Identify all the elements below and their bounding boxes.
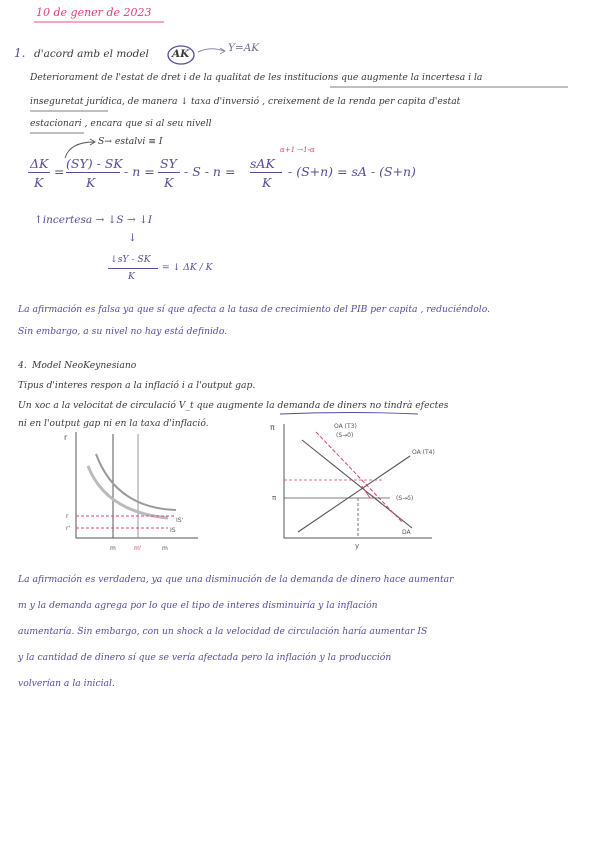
q4-answer-3: aumentaría. Sin embargo, con un shock a la velocidad de circulación haría aumentar IS	[18, 626, 428, 637]
q1-underline-1	[330, 84, 570, 90]
left-label-is-prime: IS'	[176, 517, 184, 524]
q1-line-3: estacionari , encara que si al seu nivell	[30, 118, 212, 129]
eq-equals-1: =	[54, 164, 65, 179]
chain-frac-den: K	[128, 271, 135, 282]
eq-term3-den: K	[262, 175, 272, 190]
eq-left-den: K	[34, 175, 44, 190]
right-chart-ylabel: π	[270, 423, 275, 432]
chain-down-arrow-icon: ↓	[128, 232, 137, 244]
eq-term2-den: K	[164, 175, 174, 190]
right-xtick-y: y	[355, 542, 360, 550]
q4-line-1: Tipus d'interes respon a la inflació i a l'output gap.	[18, 380, 256, 391]
left-xtick-m2: m	[162, 545, 168, 552]
q4-line-2: Un xoc a la velocitat de circulació V_t que augmente la demanda de diners no tindrà efectes	[18, 400, 449, 411]
right-arrow-icon	[362, 486, 370, 498]
right-label-oa-t4: OA (T4)	[412, 449, 435, 456]
ad-as-chart	[262, 416, 442, 562]
right-label-oa-t3: OA (T3)	[334, 423, 357, 430]
q1-answer-1: La afirmación es falsa ya que sí que afecta a la tasa de crecimiento del PIB per capita , reduciéndolo.	[18, 304, 490, 315]
eq-left-num: ΔK	[30, 156, 49, 171]
eq-minus-n: - n =	[124, 164, 155, 179]
q1-line-1: Deteriorament de l'estat de dret i de la qualitat de les institucions que augmente la incertesa i la	[30, 72, 483, 83]
eq-term1-den: K	[86, 175, 96, 190]
left-xtick-m-prime: m'	[134, 545, 142, 552]
eq-term2-bar	[158, 172, 180, 173]
left-curve-is	[96, 454, 176, 510]
right-ytick-pi: π	[272, 494, 277, 502]
q4-line-3: ni en l'output gap ni en la taxa d'inflació.	[18, 418, 209, 429]
q4-answer-5: volverían a la inicial.	[18, 678, 115, 689]
q1-underline-2	[30, 108, 110, 114]
chain-line: ↑incertesa → ↓S → ↓I	[34, 214, 152, 226]
right-label-sd: (S→δ)	[396, 495, 414, 502]
q1-arrow-icon	[196, 44, 228, 58]
q1-line-2: inseguretat jurídica, de manera ↓ taxa d'inversió , creixement de la renda per capita d'estat	[30, 96, 461, 107]
left-label-is: IS	[170, 527, 176, 534]
chain-frac-num: ↓sY - SK	[110, 254, 151, 265]
left-ytick-r-prime: r'	[66, 525, 71, 532]
q4-answer-4: y la cantidad de dinero sí que se vería afectada pero la inflación y la producción	[18, 652, 392, 663]
q1-model-eq: Y=AK	[228, 42, 260, 54]
eq-left-bar	[28, 172, 50, 173]
right-label-da: DA	[402, 529, 411, 536]
right-label-s0: (S→0)	[336, 432, 354, 439]
eq-mid: - S - n =	[184, 164, 236, 179]
eq-tail: - (S+n) = sA - (S+n)	[288, 164, 416, 179]
eq-term3-bar	[250, 172, 282, 173]
date-underline	[34, 21, 164, 23]
eq-term1-num: (SY) - SK	[66, 156, 123, 171]
eq-term2-num: SY	[160, 156, 177, 171]
left-xtick-m: m	[110, 545, 116, 552]
right-line-oa	[298, 456, 410, 532]
eq-term3-num: sAK	[250, 156, 275, 171]
eq-term1-bar	[66, 172, 120, 173]
q4-title: Model NeoKeynesiano	[32, 360, 137, 371]
money-market-chart	[58, 426, 208, 556]
chain-frac-bar	[108, 268, 158, 269]
q4-answer-2: m y la demanda agrega por lo que el tipo de interes disminuiría y la inflación	[18, 600, 378, 611]
date-heading: 10 de gener de 2023	[36, 6, 152, 19]
q4-answer-1: La afirmación es verdadera, ya que una disminución de la demanda de dinero hace aumentar	[18, 574, 454, 585]
q1-number: 1.	[14, 46, 26, 60]
chain-result: = ↓ ΔK / K	[162, 262, 213, 273]
q4-number: 4.	[18, 360, 27, 371]
right-line-da-shifted	[316, 432, 402, 522]
left-chart-ylabel: r	[64, 433, 68, 442]
q1-title: d'acord amb el model	[34, 48, 149, 60]
q1-model: AK	[172, 48, 190, 60]
eq-exponent: α+1 →1-α	[280, 146, 315, 154]
q1-note: S→ estalvi ≡ I	[98, 136, 163, 147]
left-curve-is-prime	[88, 466, 168, 518]
left-ytick-r: r	[66, 513, 69, 520]
q1-answer-2: Sin embargo, a su nivel no hay está definido.	[18, 326, 228, 337]
